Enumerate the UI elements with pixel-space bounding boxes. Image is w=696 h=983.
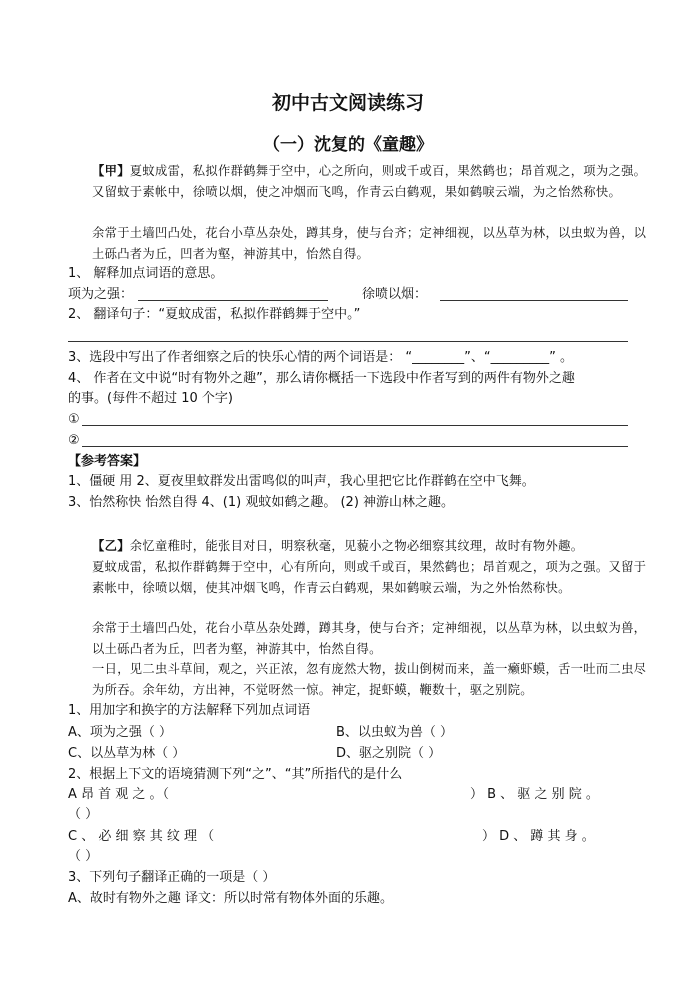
yi-q2-option-a: A 昂 首 观 之 。（ bbox=[68, 787, 170, 802]
passage-jia-p1-text: 夏蚊成雷，私拟作群鹤舞于空中，心之所向，则或千或百，果然鹤也；昂首观之，项为之强。又留蚊于素帐中，徐喷以烟，使之冲烟而飞鸣，作青云白鹤观，果如鹤唳云端，为之怡然称快。 bbox=[92, 164, 647, 199]
circled-number-2: ② bbox=[68, 433, 80, 448]
yi-q2-option-b-blank: （ ） bbox=[68, 807, 99, 822]
answer-line[interactable] bbox=[82, 425, 628, 426]
answer-blank[interactable] bbox=[138, 300, 328, 301]
yi-question-1: 1、用加字和换字的方法解释下列加点词语 bbox=[68, 703, 311, 718]
yi-q1-option-a: A、项为之强（ ） bbox=[68, 725, 173, 740]
passage-yi-p1: 夏蚊成雷，私拟作群鹤舞于空中，心有所向，则或千或百，果然鹤也；昂首观之，项为之强。又留于素帐中，徐喷以烟，使其冲烟飞鸣，作青云白鹤观，果如鹤唳云端，为之外怡然称快。 bbox=[92, 560, 647, 595]
passage-yi-p0 bbox=[68, 536, 657, 556]
answer-line[interactable] bbox=[82, 446, 628, 447]
yi-q3-option-a: A、故时有物外之趣 译文：所以时常有物体外面的乐趣。 bbox=[68, 891, 394, 906]
question-1a-label: 项为之强： bbox=[68, 287, 134, 302]
passage-yi-label: 【乙】 bbox=[92, 538, 130, 553]
circled-number-1: ① bbox=[68, 412, 80, 427]
yi-q2-option-c: C 、 必 细 察 其 纹 理 （ bbox=[68, 829, 215, 844]
page-title: 初中古文阅读练习 bbox=[271, 92, 424, 114]
question-1b-label: 徐喷以烟： bbox=[362, 287, 428, 302]
passage-yi-p3: 一日，见二虫斗草间，观之，兴正浓，忽有庞然大物，拔山倒树而来，盖一癞虾蟆，舌一吐而二虫尽为所吞。余年幼，方出神，不觉呀然一惊。神定，捉虾蟆，鞭数十，驱之别院。 bbox=[92, 662, 647, 697]
passage-yi-p0-text: 余忆童稚时，能张目对日，明察秋毫，见藐小之物必细察其纹理，故时有物外趣。 bbox=[129, 539, 584, 553]
answer-key-line1: 1、僵硬 用 2、夏夜里蚊群发出雷鸣似的叫声，我心里把它比作群鹤在空中飞舞。 bbox=[68, 474, 535, 489]
yi-q1-option-d: D、驱之别院（ ） bbox=[336, 746, 442, 761]
question-1: 1、 解释加点词语的意思。 bbox=[68, 266, 224, 281]
answer-key-line2: 3、怡然称快 怡然自得 4、(1) 观蚊如鹤之趣。 (2) 神游山林之趣。 bbox=[68, 495, 455, 510]
answer-blank[interactable] bbox=[440, 300, 628, 301]
question-2: 2、 翻译句子：“夏蚊成雷，私拟作群鹤舞于空中。” bbox=[68, 307, 361, 322]
question-4-line2: 的事。(每件不超过 10 个字) bbox=[68, 391, 233, 406]
yi-q1-option-b: B、以虫蚁为兽（ ） bbox=[336, 725, 454, 740]
passage-jia-p1 bbox=[68, 160, 657, 220]
passage-yi-p2: 余常于土墙凹凸处，花台小草丛杂处蹲，蹲其身，使与台齐；定神细视，以丛草为林，以虫蚁为兽，以土砾凸者为丘，凹者为壑，神游其中，怡然自得。 bbox=[92, 621, 647, 656]
question-3: 3、选段中写出了作者细察之后的快乐心情的两个词语是： “________”、“_________” 。 bbox=[68, 350, 573, 365]
section-subtitle: （一）沈复的《童趣》 bbox=[263, 135, 433, 155]
passage-jia-label: 【甲】 bbox=[92, 163, 130, 178]
yi-q1-option-c: C、以丛草为林（ ） bbox=[68, 746, 186, 761]
answer-key-heading: 【参考答案】 bbox=[68, 454, 147, 469]
answer-line[interactable] bbox=[68, 341, 628, 342]
question-4-line1: 4、 作者在文中说“时有物外之趣”，那么请你概括一下选段中作者写到的两件有物外之趣 bbox=[68, 371, 575, 386]
passage-jia-p2: 余常于土墙凹凸处，花台小草丛杂处，蹲其身，使与台齐；定神细视，以丛草为林，以虫蚁为兽，以土砾凸者为丘，凹者为壑，神游其中，怡然自得。 bbox=[92, 226, 647, 261]
yi-q2-option-d: ） D 、 蹲 其 身 。 bbox=[482, 829, 595, 844]
yi-q2-option-b: ） B 、 驱 之 别 院 。 bbox=[470, 787, 599, 802]
yi-question-3: 3、下列句子翻译正确的一项是（ ） bbox=[68, 870, 276, 885]
yi-question-2: 2、根据上下文的语境猜测下列“之”、“其”所指代的是什么 bbox=[68, 767, 403, 782]
yi-q2-option-d-blank: （ ） bbox=[68, 849, 99, 864]
